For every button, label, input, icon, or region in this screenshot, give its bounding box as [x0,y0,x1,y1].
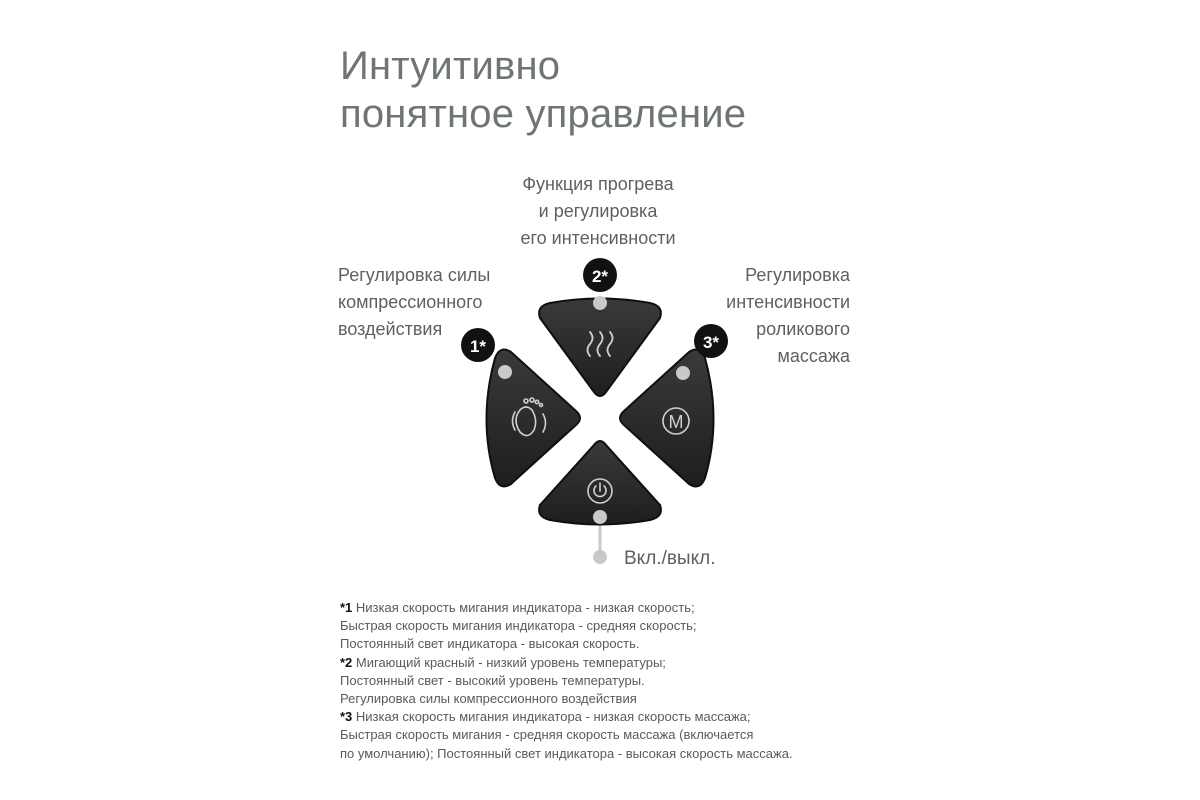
heat-label-line: его интенсивности [520,228,676,248]
note-line: Постоянный свет - высокий уровень температуры. [340,672,645,688]
badge-2-text: 2* [591,267,609,286]
badge-2 [583,258,617,292]
title-line-1: Интуитивно [340,44,561,88]
badge-1 [461,328,495,362]
roller-label-line: Регулировка [745,265,850,285]
note-line [340,708,900,726]
footnotes [340,599,900,763]
title-line-2: понятное управление [340,92,747,136]
note-1-mark: *1 [340,600,353,615]
note-2-mark: *2 [340,654,353,670]
mode-m-letter: M [668,412,684,432]
badge-1-text: 1* [469,337,487,356]
roller-label-line: интенсивности [726,292,850,312]
note-line: Быстрая скорость мигания - средняя скорость массажа (включается [340,727,754,743]
compression-label-line: компрессионного [338,292,483,312]
note-3-mark: *3 [340,709,353,725]
badge-3 [694,324,728,358]
power-label: Вкл./выкл. [624,548,716,569]
heat-label-line: и регулировка [538,201,658,221]
note-2-text: Мигающий красный - низкий уровень температуры; [352,654,666,670]
compression-button[interactable] [487,350,581,487]
note-3-text: Низкая скорость мигания индикатора - низкая скорость массажа; [352,709,751,725]
power-button[interactable] [539,441,661,525]
mode-button[interactable] [620,350,714,487]
note-line [340,599,900,617]
compression-label-line: Регулировка силы [338,265,491,285]
mode-indicator [676,366,690,380]
compression-label-line: воздействия [338,319,443,339]
badge-3-text: 3* [702,333,720,352]
heat-label-line: Функция прогрева [522,174,674,194]
note-line: по умолчанию); Постоянный свет индикатора - высокая скорость массажа. [340,745,793,761]
note-line: Постоянный свет индикатора - высокая скорость. [340,636,640,652]
roller-label-line: массажа [777,346,850,366]
heat-button[interactable] [539,296,661,396]
power-indicator [593,510,607,524]
note-line: Быстрая скорость мигания индикатора - средняя скорость; [340,618,697,634]
note-1-text: Низкая скорость мигания индикатора - низкая скорость; [352,600,695,615]
roller-label-line: роликового [756,319,850,339]
note-line [340,654,900,672]
heat-indicator [593,296,607,310]
compression-indicator [498,365,512,379]
note-line: Регулировка силы компрессионного воздействия [340,691,637,707]
